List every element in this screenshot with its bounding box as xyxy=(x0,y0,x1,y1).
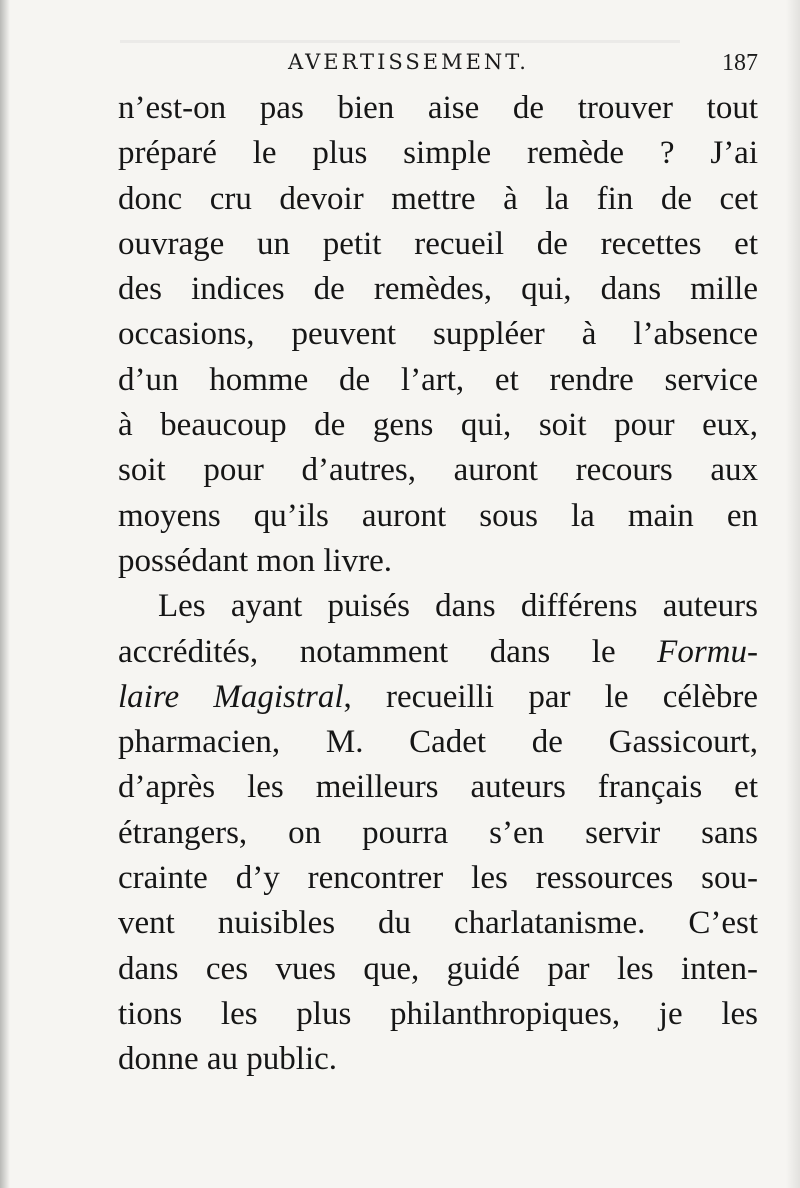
paragraph-2 xyxy=(118,584,758,1082)
body-text xyxy=(118,86,758,1078)
text-line: tions les plus philanthropiques, je les xyxy=(118,995,758,1032)
text-segment: , recueilli par le célèbre xyxy=(343,678,758,715)
text-line: n’est-on pas bien aise de trouver tout xyxy=(118,90,758,126)
text-line: donne au public. xyxy=(118,1041,338,1078)
text-line: vent nuisibles du charlatanisme. C’est xyxy=(118,905,758,942)
italic-title-segment: laire Magistral xyxy=(118,678,344,715)
page-number: 187 xyxy=(722,50,758,76)
italic-title-segment: Formu- xyxy=(657,633,758,670)
text-line: d’après les meilleurs auteurs français et xyxy=(118,769,758,806)
text-line: étrangers, on pourra s’en servir sans xyxy=(118,814,758,851)
paragraph-1 xyxy=(118,86,758,584)
text-line: moyens qu’ils auront sous la main en xyxy=(118,497,758,534)
text-line-with-italic xyxy=(118,675,758,720)
text-segment: accrédités, notamment dans le xyxy=(118,633,658,670)
bleed-through-rule xyxy=(120,40,680,43)
page-left-edge-shadow xyxy=(0,0,10,1188)
text-line: Les ayant puisés dans différens auteurs xyxy=(158,588,758,625)
text-line: crainte d’y rencontrer les ressources sou- xyxy=(118,860,758,897)
text-line: des indices de remèdes, qui, dans mille xyxy=(118,271,758,308)
text-line: pharmacien, M. Cadet de Gassicourt, xyxy=(118,724,758,761)
text-line: à beaucoup de gens qui, soit pour eux, xyxy=(118,407,758,444)
running-title: AVERTISSEMENT. xyxy=(288,50,529,74)
text-line: préparé le plus simple remède ? J’ai xyxy=(118,135,758,172)
page-header xyxy=(118,50,758,86)
text-line: soit pour d’autres, auront recours aux xyxy=(118,452,758,489)
text-line: occasions, peuvent suppléer à l’absence xyxy=(118,316,758,353)
text-line: d’un homme de l’art, et rendre service xyxy=(118,361,758,398)
text-line: donc cru devoir mettre à la fin de cet xyxy=(118,180,758,217)
text-line: possédant mon livre. xyxy=(118,542,393,579)
text-line-with-italic xyxy=(118,630,758,675)
page-right-edge xyxy=(786,0,800,1188)
text-line: ouvrage un petit recueil de recettes et xyxy=(118,225,758,262)
text-line: dans ces vues que, guidé par les inten- xyxy=(118,950,758,987)
